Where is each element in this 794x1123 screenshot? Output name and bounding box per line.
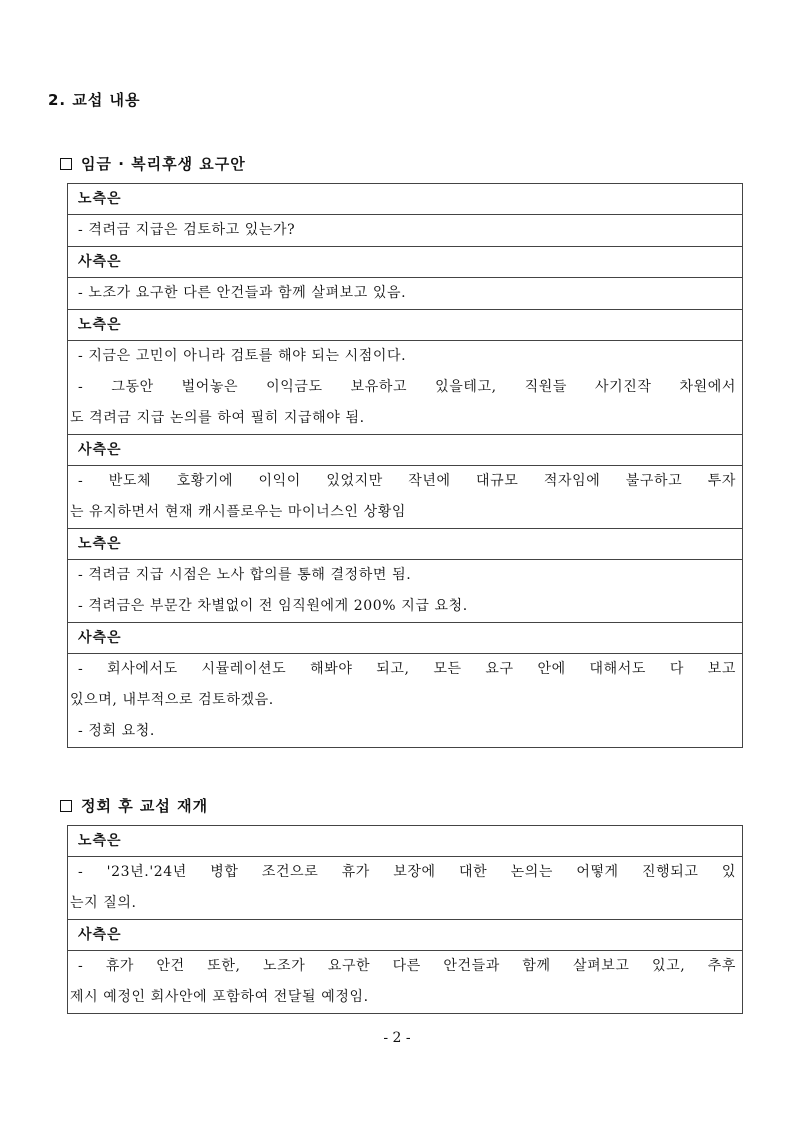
section-title-text: 정회 후 교섭 재개 bbox=[81, 797, 209, 815]
discussion-table-wages bbox=[67, 183, 743, 748]
speaker-label: 노측은 bbox=[68, 310, 742, 341]
statement-line: - 휴가 안건 또한, 노조가 요구한 다른 안건들과 함께 살펴보고 있고, 추후 bbox=[78, 958, 736, 974]
checkbox-square-icon bbox=[60, 800, 72, 812]
discussion-table-resume bbox=[67, 825, 743, 1014]
checkbox-square-icon bbox=[60, 158, 72, 170]
statement-line: - 격려금 지급 시점은 노사 합의를 통해 결정하면 됨. bbox=[78, 567, 412, 583]
statement-line: - 그동안 벌어놓은 이익금도 보유하고 있을테고, 직원들 사기진작 차원에서 bbox=[78, 379, 736, 395]
statement-line: - 회사에서도 시뮬레이션도 해봐야 되고, 모든 요구 안에 대해서도 다 보고 bbox=[78, 661, 736, 677]
speaker-label: 사측은 bbox=[68, 247, 742, 278]
statement-line: - '23년.'24년 병합 조건으로 휴가 보장에 대한 논의는 어떻게 진행되고 있 bbox=[78, 864, 736, 880]
statement-line: 제시 예정인 회사안에 포함하여 전달될 예정임. bbox=[70, 989, 369, 1005]
statement-cell bbox=[68, 654, 742, 748]
statement-line: - 정회 요청. bbox=[78, 723, 155, 739]
statement-line: - 노조가 요구한 다른 안건들과 함께 살펴보고 있음. bbox=[78, 285, 407, 301]
page-heading: 2. 교섭 내용 bbox=[48, 91, 141, 109]
statement-cell bbox=[68, 341, 742, 435]
page-number: - 2 - bbox=[383, 1030, 411, 1046]
statement-line: 는지 질의. bbox=[70, 895, 137, 911]
speaker-label: 노측은 bbox=[68, 184, 742, 215]
speaker-label: 노측은 bbox=[68, 529, 742, 560]
statement-cell bbox=[68, 560, 742, 623]
statement-line: - 격려금은 부문간 차별없이 전 임직원에게 200% 지급 요청. bbox=[78, 598, 468, 614]
statement-cell bbox=[68, 215, 742, 247]
speaker-label: 사측은 bbox=[68, 920, 742, 951]
statement-line: - 격려금 지급은 검토하고 있는가? bbox=[78, 222, 296, 238]
section-title-text: 임금 · 복리후생 요구안 bbox=[81, 155, 246, 173]
statement-line: 는 유지하면서 현재 캐시플로우는 마이너스인 상황임 bbox=[70, 504, 406, 520]
statement-line: 있으며, 내부적으로 검토하겠음. bbox=[70, 692, 274, 708]
section-title-wages bbox=[60, 153, 246, 174]
statement-cell bbox=[68, 466, 742, 529]
statement-cell bbox=[68, 278, 742, 310]
statement-line: - 지금은 고민이 아니라 검토를 해야 되는 시점이다. bbox=[78, 348, 407, 364]
section-title-resume bbox=[60, 795, 208, 816]
statement-cell bbox=[68, 857, 742, 920]
statement-line: - 반도체 호황기에 이익이 있었지만 작년에 대규모 적자임에 불구하고 투자 bbox=[78, 473, 736, 489]
speaker-label: 사측은 bbox=[68, 623, 742, 654]
statement-cell bbox=[68, 951, 742, 1014]
speaker-label: 사측은 bbox=[68, 435, 742, 466]
statement-line: 도 격려금 지급 논의를 하여 필히 지급해야 됨. bbox=[70, 410, 365, 426]
speaker-label: 노측은 bbox=[68, 826, 742, 857]
